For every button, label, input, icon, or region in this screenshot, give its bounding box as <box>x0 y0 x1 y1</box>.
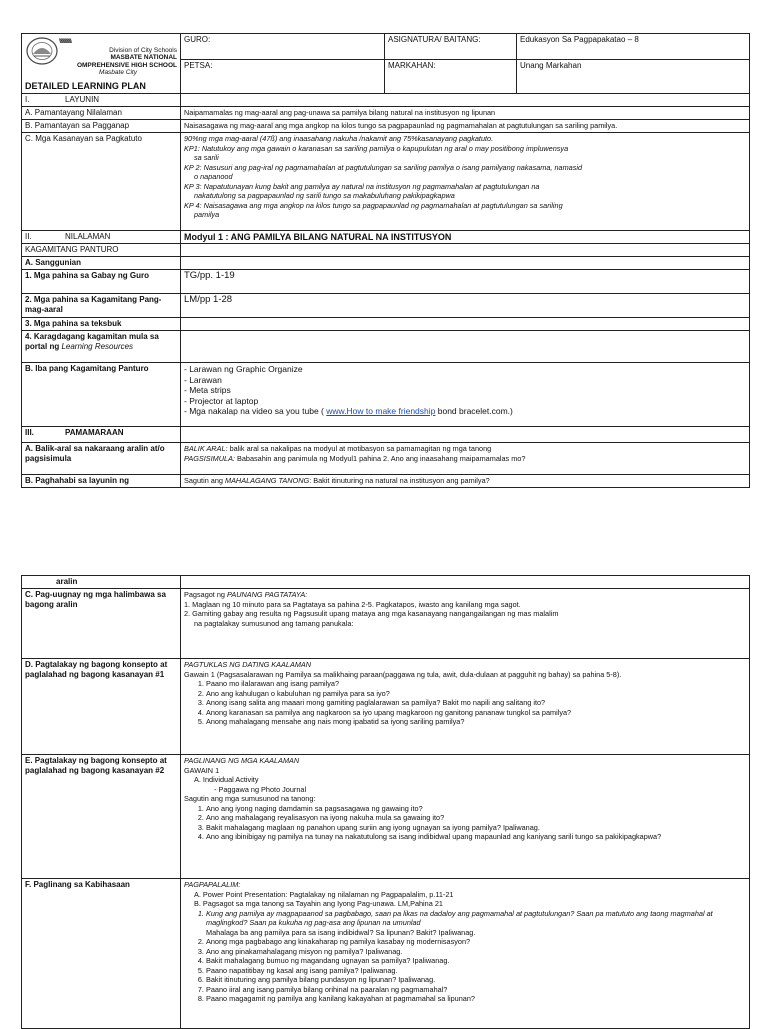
pamantayan-pagganap-text: Naisasagawa ng mag-aaral ang mga angkop na kilos tungo sa pagpapaunlad ng pagmamahalan at pagtutulungan sa sariling pamilya. <box>181 120 750 133</box>
aralin-continued: aralin <box>22 576 181 589</box>
kasanayan-label: C. Mga Kasanayan sa Pagkatuto <box>22 133 181 231</box>
balik-aral-label: A. Balik-aral sa nakaraang aralin at/o pagsisimula <box>22 443 181 475</box>
pagtalakay-2-text: PAGLINANG NG MGA KAALAMAN GAWAIN 1 A. Individual Activity - Paggawa ng Photo Journal Sagutin ang mga sumusunod na tanong: 1. Ano ang iyong naging damdamin sa pagsasagawa ng gawaing ito? 2. Ano ang mahalagang reyalisasyon na iyong nakuha mula sa gawaing ito? 3. Bakit mahalagang maglaan ng panahon upang suriin ang iyong ugnayan sa iyong pamilya? Ipaliwanag. 4. Ano ang ibinibigay ng pamilya na tunay na nakatutulong sa isang indibidwal upang mapaunlad ang kaniyang sarili tungo sa pakikipagkapwa? <box>181 755 750 879</box>
petsa-label: PETSA: <box>181 60 385 94</box>
teksbuk-label: 3. Mga pahina sa teksbuk <box>22 318 181 331</box>
markahan-label: MARKAHAN: <box>385 60 517 94</box>
school-name-line2: OMPREHENSIVE HIGH SCHOOL <box>76 61 177 69</box>
hash-marks: \\\\\\\\\\\\\\\\\\ <box>59 39 72 45</box>
list-item: 2. Ano ang kahulugan o kabuluhan ng pamilya para sa iyo? <box>206 689 746 699</box>
lesson-plan-table-page1 <box>21 33 750 488</box>
pamamaraan-heading: III. PAMAMARAAN <box>22 427 181 443</box>
list-item: 5. Anong mahalagang mensahe ang nais mong ipabatid sa iyong sariling pamilya? <box>206 717 746 727</box>
list-item: 6. Bakit itinuturing ang pamilya bilang pundasyon ng lipunan? Ipaliwanag. <box>206 975 746 985</box>
school-name-line1: MASBATE NATIONAL <box>110 54 177 61</box>
pag-uugnay-label: C. Pag-uugnay ng mga halimbawa sa bagong aralin <box>22 589 181 659</box>
school-logo-icon <box>25 36 59 66</box>
karagdagang-kagamitan-label: 4. Karagdagang kagamitan mula sa portal ng Learning Resources <box>22 331 181 363</box>
asignatura-value: Edukasyon Sa Pagpapakatao – 8 <box>517 34 750 60</box>
list-item: 4. Bakit mahalagang bumuo ng magandang ugnayan sa pamilya? Ipaliwanag. <box>206 956 746 966</box>
pagtalakay-1-text: PAGTUKLAS NG DATING KAALAMAN Gawain 1 (Pagsasalarawan ng Pamilya sa malikhaing paraan(paggawa ng tula, awit, dula-dulaan at pagguhit ng bahay) sa pahina 5-8). 1. Paano mo ilalarawan ang isang pamilya? 2. Ano ang kahulugan o kabuluhan ng pamilya para sa iyo? 3. Anong isang salita ang maaari mong gamiting paglalarawan sa pamilya? Bakit mo napili ang salitang ito? 4. Anong karanasan sa pamilya ang nagkaroon sa iyo upang magkaroon ng ganitong pananaw tungkol sa pamilya? 5. Anong mahalagang mensahe ang nais mong ipabatid sa iyong sariling pamilya? <box>181 659 750 755</box>
pagtalakay-1-label: D. Pagtalakay ng bagong konsepto at paglalahad ng bagong kasanayan #1 <box>22 659 181 755</box>
list-item: 1. Kung ang pamilya ay magpapaanod sa pagbabago, saan pa likas na dadaloy ang pagmamahal at pagtutulungan? Saan pa matututo ang taong magmahal at maglingkod? Saan pa kukuha ng pag-asa ang lipunan na umunlad Mahalaga ba ang pamilya para sa isang indibidwal? Sa lipunan? Bakit? Ipaliwanag. <box>206 909 746 938</box>
list-item: 5. Paano napatitibay ng kasal ang isang pamilya? Ipaliwanag. <box>206 966 746 976</box>
gabay-guro-value: TG/pp. 1-19 <box>181 270 750 294</box>
nilalaman-value: Modyul 1 : ANG PAMILYA BILANG NATURAL NA INSTITUSYON <box>181 231 750 244</box>
paghahabi-text: Sagutin ang MAHALAGANG TANONG: Bakit itinuturing na natural na institusyon ang pamilya? <box>181 475 750 488</box>
list-item: 1. Paano mo ilalarawan ang isang pamilya? <box>206 679 746 689</box>
pamantayan-pagganap-label: B. Pamantayan sa Pagganap <box>22 120 181 133</box>
list-item: 1. Ano ang iyong naging damdamin sa pagsasagawa ng gawaing ito? <box>206 804 746 814</box>
paglinang-kabihasaan-label: F. Paglinang sa Kabihasaan <box>22 879 181 1029</box>
pamantayang-nilalaman-label: A. Pamantayang Nilalaman <box>22 107 181 120</box>
asignatura-label: ASIGNATURA/ BAITANG: <box>385 34 517 60</box>
kagamitang-pang-mag-aaral-value: LM/pp 1-28 <box>181 294 750 318</box>
list-item: 3. Bakit mahalagang maglaan ng panahon upang suriin ang iyong ugnayan sa iyong pamilya? Ipaliwanag. <box>206 823 746 833</box>
balik-aral-text: BALIK ARAL: balik aral sa nakalipas na modyul at motibasyon sa pamamagitan ng mga tanong PAGSISIMULA: Babasahin ang panimula ng Modyul1 pahina 2. Ano ang inaasahang maipamamalas mo? <box>181 443 750 475</box>
sanggunian-label: A. Sanggunian <box>22 257 181 270</box>
kasanayan-text: 90%ng mga mag-aaral (47ß) ang inaasahang nakuha /nakamit ang 75%kasanayang pagkatuto. KP1: Natutukoy ang mga gawain o karanasan sa sariling pamilya o kapupulutan ng aral o may positibong impluwensya sa sarili KP 2: Nasusuri ang pag-iral ng pagmamahalan at pagtutulungan sa sariling pamilya o isang pamilyang nakasama, namasid o napanood KP 3: Napatutunayan kung bakit ang pamilya ay natural na institusyon ng pagmamahalan at pagtutulungan na nakatutulong sa pagpapaunlad ng sarili tungo sa makabuluhang pakikipagkapwa KP 4: Naisasagawa ang mga angkop na kilos tungo sa pagpapaunlad ng pagmamahalan at pagtutulungan sa sariling pamilya <box>181 133 750 231</box>
list-item: 4. Anong karanasan sa pamilya ang nagkaroon sa iyo upang magkaroon ng ganitong pananaw tungkol sa pamilya? <box>206 708 746 718</box>
list-item: 4. Ano ang ibinibigay ng pamilya na tunay na nakatutulong sa isang indibidwal upang mapaunlad ang kaniyang sarili tungo sa pakikipagkapwa? <box>206 832 746 842</box>
iba-pang-kagamitan-label: B. Iba pang Kagamitang Panturo <box>22 363 181 427</box>
list-item: 3. Ano ang pinakamahalagang misyon ng pamilya? Ipaliwanag. <box>206 947 746 957</box>
kagamitan-heading: KAGAMITANG PANTURO <box>22 244 181 257</box>
lesson-plan-table-page2 <box>21 575 750 1029</box>
pamantayang-nilalaman-text: Naipamamalas ng mag-aaral ang pag-unawa sa pamilya bilang natural na institusyon ng lipunan <box>181 107 750 120</box>
markahan-value: Unang Markahan <box>517 60 750 94</box>
iba-pang-kagamitan-list: - Larawan ng Graphic Organize - Larawan - Meta strips - Projector at laptop - Mga nakalap na video sa you tube ( www.How to make friendship bond bracelet.com.) <box>181 363 750 427</box>
paglinang-kabihasaan-text: PAGPAPALALIM: A. Power Point Presentation: Pagtalakay ng nilalaman ng Pagpapalalim, p.11-21 B. Pagsagot sa mga tanong sa Tayahin ang Iyong Pag-unawa. LM,Pahina 21 1. Kung ang pamilya ay magpapaanod sa pagbabago, saan pa likas na dadaloy ang pagmamahal at pagtutulungan? Saan pa matututo ang taong magmahal at maglingkod? Saan pa kukuha ng pag-asa ang lipunan na umunlad Mahalaga ba ang pamilya para sa isang indibidwal? Sa lipunan? Bakit? Ipaliwanag. 2. Anong mga pagbabago ang kinakaharap ng pamilya kasabay ng modernisasyon? 3. Ano ang pinakamahalagang misyon ng pamilya? Ipaliwanag. 4. Bakit mahalagang bumuo ng magandang ugnayan sa pamilya? Ipaliwanag. 5. Paano napatitibay ng kasal ang isang pamilya? Ipaliwanag. 6. Bakit itinuturing ang pamilya bilang pundasyon ng lipunan? Ipaliwanag. 7. Paano iiral ang isang pamilya bilang orihinal na paaralan ng pagmamahal? 8. Paano magagamit ng pamilya ang kanilang kakayahan at pagmamahal sa lipunan? <box>181 879 750 1029</box>
gabay-guro-label: 1. Mga pahina sa Gabay ng Guro <box>22 270 181 294</box>
list-item: 2. Anong mga pagbabago ang kinakaharap ng pamilya kasabay ng modernisasyon? <box>206 937 746 947</box>
paghahabi-label: B. Paghahabi sa layunin ng <box>22 475 181 488</box>
guro-label: GURO: <box>181 34 385 60</box>
list-item: 2. Ano ang mahalagang reyalisasyon na iyong nakuha mula sa gawaing ito? <box>206 813 746 823</box>
list-item: 3. Anong isang salita ang maaari mong gamiting paglalarawan sa pamilya? Bakit mo napili ang salitang ito? <box>206 698 746 708</box>
doc-title: DETAILED LEARNING PLAN <box>25 80 146 91</box>
layunin-heading: I. LAYUNIN <box>22 94 181 107</box>
video-link[interactable]: www.How to make friendship <box>326 406 436 416</box>
nilalaman-heading: II. NILALAMAN <box>22 231 181 244</box>
pagtalakay-2-label: E. Pagtalakay ng bagong konsepto at paglalahad ng bagong kasanayan #2 <box>22 755 181 879</box>
school-header <box>22 34 181 94</box>
list-item: 8. Paano magagamit ng pamilya ang kanilang kakayahan at pagmamahal sa lipunan? <box>206 994 746 1004</box>
division-name: Division of City Schools <box>109 46 177 54</box>
list-item: 7. Paano iiral ang isang pamilya bilang orihinal na paaralan ng pagmamahal? <box>206 985 746 995</box>
kagamitang-pang-mag-aaral-label: 2. Mga pahina sa Kagamitang Pang- mag-aaral <box>22 294 181 318</box>
school-city: Masbate City <box>99 69 137 76</box>
pag-uugnay-text: Pagsagot ng PAUNANG PAGTATAYA: 1. Maglaan ng 10 minuto para sa Pagtataya sa pahina 2-5. Pagkatapos, iwasto ang kanilang mga sagot. 2. Gamiting gabay ang resulta ng Pagsusulit upang mataya ang mga kasanayang nangangailangan ng mas malalim na pagtalakay sumusunod ang tamang panukala: <box>181 589 750 659</box>
